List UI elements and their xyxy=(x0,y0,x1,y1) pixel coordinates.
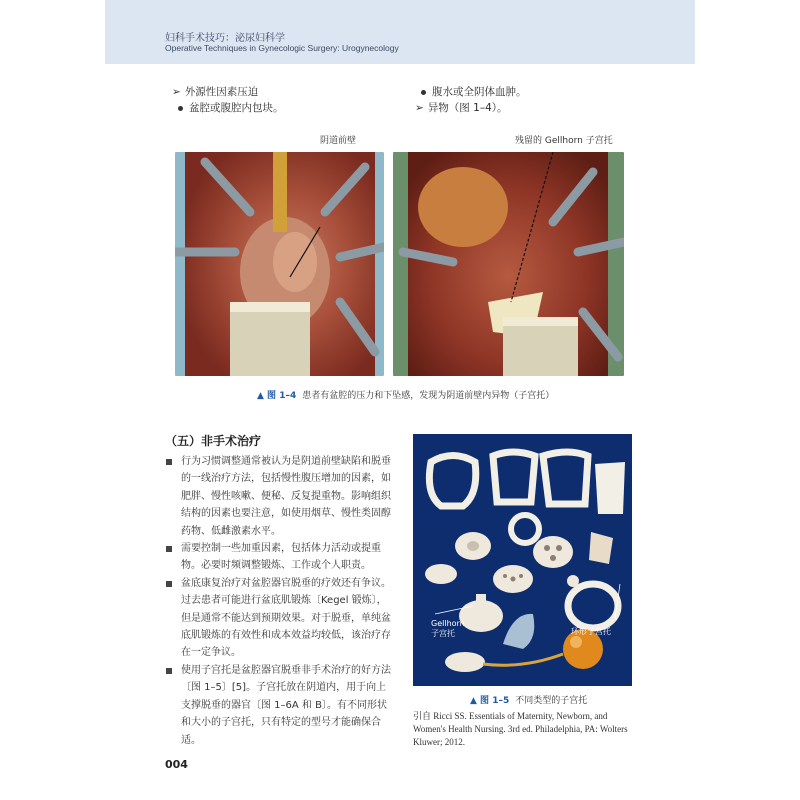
figure-1-5-caption: ▲ 图 1–5 不同类型的子宫托 xyxy=(470,696,588,706)
bullet-item: 需要控制一些加重因素，包括体力活动或提重物。必要时频调整锻炼、工作或个人职责。 xyxy=(166,540,396,575)
top-left-arrow-item: ➢ 外源性因素压迫 xyxy=(172,86,259,98)
ring-pessary-label: 环形子宫托 xyxy=(571,627,611,636)
pessary-types-photo xyxy=(413,434,632,686)
bullet-item: 行为习惯调整通常被认为是阴道前壁缺陷和脱垂的一线治疗方法，包括慢性腹压增加的因素，如肥胖、慢性咳嗽、便秘、反复提重物。影响组织结构的因素也要注意，如使用烟草、慢性类固醇药物、低雌激素水平。 xyxy=(166,453,396,540)
bullet-dot-icon xyxy=(421,90,426,95)
figure-1-4-label-left: 阴道前壁 xyxy=(320,136,357,146)
bullet-item: 使用子宫托是盆腔器官脱垂非手术治疗的好方法〔图 1–5〕[5]。子宫托放在阴道内，用于向上支撑脱垂的器官〔图 1–6A 和 B〕。有不同形状和大小的子宫托，只有特定的型号才能确保合适。 xyxy=(166,662,396,749)
figure-1-4-caption: ▲ 图 1–4 患者有盆腔的压力和下坠感，发现为阴道前壁内异物（子宫托） xyxy=(257,391,555,401)
running-header xyxy=(105,0,695,64)
top-right-arrow-item: ➢ 异物（图 1–4）。 xyxy=(415,102,508,114)
gellhorn-label: Gellhorn 子宫托 xyxy=(431,619,465,638)
top-left-bullet-item: 盆腔或腹腔内包块。 xyxy=(178,100,284,115)
surgical-photo-right xyxy=(393,152,624,376)
arrow-icon: ➢ xyxy=(415,102,424,114)
non-surgical-bullet-list xyxy=(166,453,396,749)
bullet-item: 盆底康复治疗对盆腔器官脱垂的疗效还有争议。过去患者可能进行盆底肌锻炼〔Kegel 锻炼〕，但是通常不能达到预期效果。对于脱垂，单纯盆底肌锻炼的有效性和成本效益均较低，该治疗存在一定争议。 xyxy=(166,575,396,662)
bullet-dot-icon xyxy=(178,106,183,111)
surgical-photo-left xyxy=(175,152,384,376)
arrow-icon: ➢ xyxy=(172,86,181,98)
top-right-bullet-item: 腹水或全阴体血肿。 xyxy=(421,84,527,99)
figure-1-4-label-right: 残留的 Gellhorn 子宫托 xyxy=(515,136,613,146)
page-number: 004 xyxy=(165,758,188,771)
header-title-en: Operative Techniques in Gynecologic Surgery: Urogynecology xyxy=(165,43,399,53)
section-title: （五）非手术治疗 xyxy=(165,434,262,448)
header-title-cn: 妇科手术技巧：泌尿妇科学 xyxy=(165,33,285,44)
figure-1-5-reference: 引自 Ricci SS. Essentials of Maternity, Newborn, and Women's Health Nursing. 3rd ed. Philadelphia, PA: Wolters Kluwer; 2012. xyxy=(413,711,628,747)
